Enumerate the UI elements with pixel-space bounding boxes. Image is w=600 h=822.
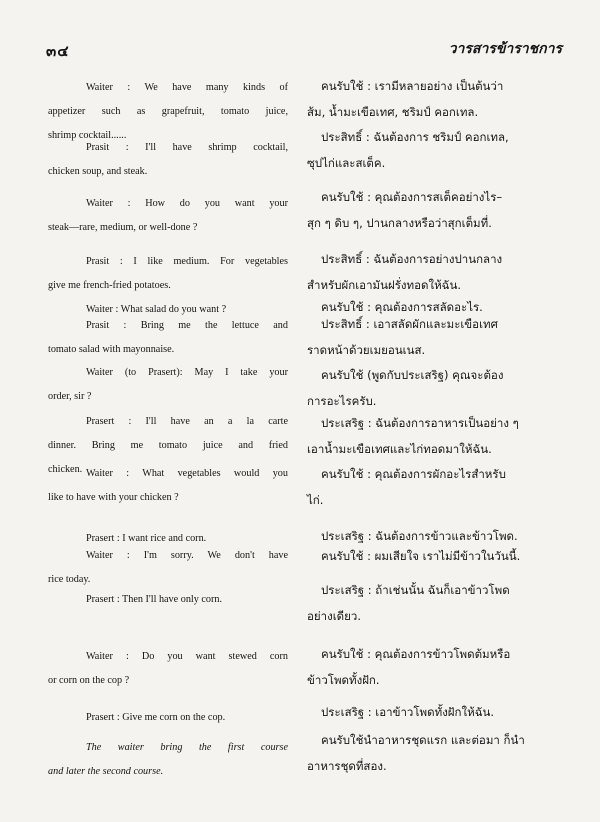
english-dialogue-paragraph: [48, 544, 288, 592]
text-line: ส้ม, น้ำมะเขือเทศ, ชริมป์ คอกเทล.: [307, 104, 479, 119]
text-line: The waiter bring the first course: [86, 742, 288, 753]
text-line: อาหารชุดที่สอง.: [307, 758, 387, 773]
text-line: ประเสริฐ : ถ้าเช่นนั้น ฉันก็เอาข้าวโพด: [321, 583, 510, 597]
text-line: Prasert : Then I'll have only corn.: [86, 594, 223, 605]
english-dialogue-paragraph: [48, 361, 288, 409]
english-dialogue-paragraph: [48, 314, 288, 362]
thai-dialogue-paragraph: [307, 578, 559, 629]
text-line: shrimp cocktail......: [48, 130, 127, 141]
text-line: การอะไรครับ.: [307, 393, 377, 408]
text-line: rice today.: [48, 574, 91, 585]
thai-dialogue-paragraph: [307, 125, 559, 176]
page-number: ๓๔: [46, 42, 70, 60]
english-dialogue-paragraph: [48, 645, 288, 693]
text-line: คนรับใช้นำอาหารชุดแรก และต่อมา ก็นำ: [321, 733, 525, 747]
thai-dialogue-paragraph: [307, 462, 559, 513]
text-line: Prasit : Bring me the lettuce and: [86, 320, 288, 331]
thai-dialogue-paragraph: [307, 247, 559, 298]
text-line: ประเสริฐ : เอาข้าวโพดทั้งฝักให้ฉัน.: [321, 705, 495, 719]
text-line: give me french-fried potatoes.: [48, 280, 171, 291]
text-line: or corn on the cop ?: [48, 675, 130, 686]
text-line: ประสิทธิ์ : ฉันต้องการ ชริมป์ คอกเทล,: [321, 130, 509, 144]
thai-dialogue-paragraph: [307, 411, 559, 462]
text-line: chicken.: [48, 464, 83, 475]
thai-dialogue-paragraph: [307, 363, 559, 414]
thai-dialogue-paragraph: [307, 728, 559, 779]
text-line: Prasit : I'll have shrimp cocktail,: [86, 142, 288, 153]
text-line: ไก่.: [307, 492, 324, 507]
running-header: วารสารข้าราชการ: [448, 41, 562, 57]
text-line: ประสิทธิ์ : เอาสลัดผักและมะเขือเทศ: [321, 317, 498, 331]
english-dialogue-paragraph: [48, 192, 288, 240]
text-line: เอาน้ำมะเขือเทศและไก่ทอดมาให้ฉัน.: [307, 441, 492, 456]
text-line: คนรับใช้ : คุณต้องการสเต็คอย่างไร–: [321, 190, 503, 204]
text-line: Waiter : We have many kinds of: [86, 82, 288, 93]
text-line: chicken soup, and steak.: [48, 166, 148, 177]
text-line: and later the second course.: [48, 766, 164, 777]
english-dialogue-paragraph: [48, 136, 288, 184]
text-line: คนรับใช้ (พูดกับประเสริฐ) คุณจะต้อง: [321, 368, 504, 382]
text-line: Waiter (to Prasert): May I take your: [86, 367, 288, 378]
text-line: like to have with your chicken ?: [48, 492, 179, 503]
text-line: Waiter : How do you want your: [86, 198, 288, 209]
english-dialogue-paragraph: [48, 250, 288, 298]
text-line: คนรับใช้ : เรามีหลายอย่าง เป็นต้นว่า: [321, 79, 504, 93]
thai-dialogue-paragraph: [307, 312, 559, 363]
text-line: Waiter : What salad do you want ?: [86, 304, 227, 315]
text-line: Waiter : What vegetables would you: [86, 468, 288, 479]
text-line: Prasert : I'll have an a la carte: [86, 416, 288, 427]
english-dialogue-paragraph: [48, 706, 288, 730]
text-line: Prasert : Give me corn on the cop.: [86, 712, 226, 723]
text-line: คนรับใช้ : คุณต้องการสลัดอะไร.: [321, 300, 483, 314]
text-line: ราดหน้าด้วยเมยอนเนส.: [307, 342, 426, 357]
text-line: steak—rare, medium, or well-done ?: [48, 222, 198, 233]
text-line: ซุปไก่และสเต็ค.: [307, 155, 386, 170]
text-line: ประเสริฐ : ฉันต้องการข้าวและข้าวโพด.: [321, 529, 518, 543]
text-line: สำหรับผักเอามันฝรั่งทอดให้ฉัน.: [307, 277, 462, 292]
text-line: ประสิทธิ์ : ฉันต้องการอย่างปานกลาง: [321, 252, 503, 266]
text-line: อย่างเดียว.: [307, 608, 361, 623]
text-line: คนรับใช้ : ผมเสียใจ เราไม่มีข้าวในวันนี้.: [321, 549, 521, 563]
text-line: สุก ๆ ดิบ ๆ, ปานกลางหรือว่าสุกเต็มที่.: [307, 215, 492, 230]
thai-dialogue-paragraph: [307, 700, 559, 726]
text-line: Prasert : I want rice and corn.: [86, 533, 207, 544]
stage-direction: [48, 736, 288, 784]
text-line: ประเสริฐ : ฉันต้องการอาหารเป็นอย่าง ๆ: [321, 416, 519, 430]
english-dialogue-paragraph: [48, 462, 288, 510]
thai-dialogue-paragraph: [307, 544, 559, 570]
thai-dialogue-paragraph: [307, 185, 559, 236]
text-line: ข้าวโพดทั้งฝัก.: [307, 672, 380, 687]
text-line: Waiter : Do you want stewed corn: [86, 651, 288, 662]
text-line: Prasit : I like medium. For vegetables: [86, 256, 288, 267]
thai-dialogue-paragraph: [307, 642, 559, 693]
text-line: Waiter : I'm sorry. We don't have: [86, 550, 288, 561]
text-line: คนรับใช้ : คุณต้องการข้าวโพดต้มหรือ: [321, 647, 511, 661]
thai-dialogue-paragraph: [307, 74, 559, 125]
text-line: dinner. Bring me tomato juice and fried: [48, 440, 288, 451]
text-line: คนรับใช้ : คุณต้องการผักอะไรสำหรับ: [321, 467, 506, 481]
text-line: tomato salad with mayonnaise.: [48, 344, 175, 355]
text-line: order, sir ?: [48, 391, 92, 402]
text-line: appetizer such as grapefruit, tomato juice,: [48, 106, 288, 117]
english-dialogue-paragraph: [48, 588, 288, 612]
